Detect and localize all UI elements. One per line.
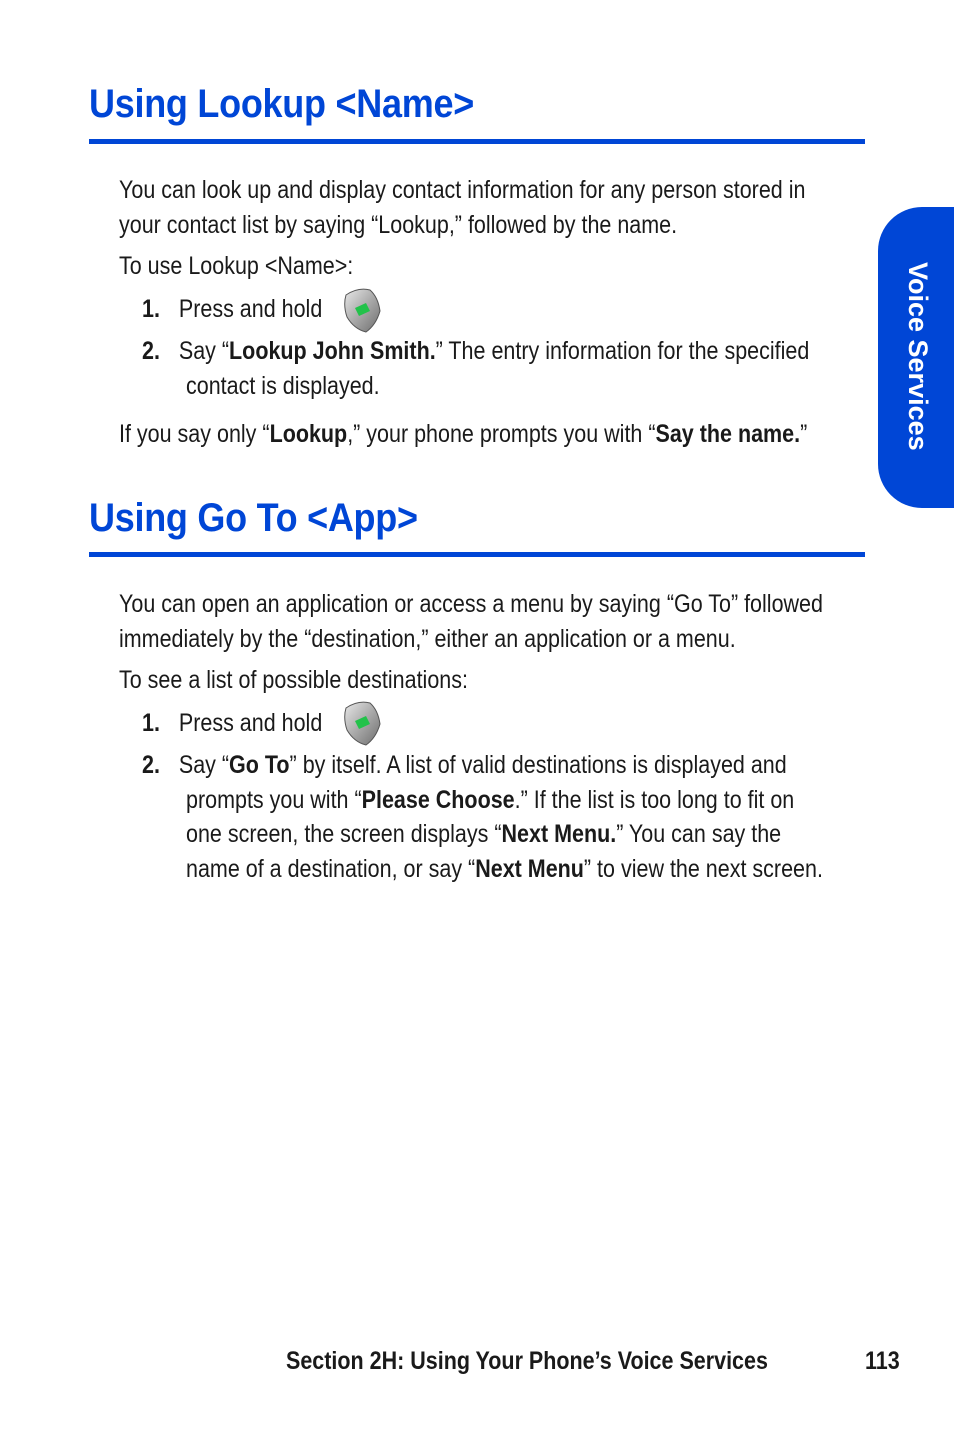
voice-command: Lookup: [269, 420, 348, 448]
step-1: [142, 706, 373, 741]
voice-prompt: Next Menu.: [501, 820, 617, 848]
step-2: 2. Say “Lookup John Smith.” The entry information for the specified: [142, 337, 810, 365]
voice-prompt: Please Choose: [361, 786, 515, 814]
step-text: Press and hold: [178, 709, 323, 737]
subheading: To use Lookup <Name>:: [119, 252, 354, 280]
section-title-lookup: Using Lookup <Name>: [89, 82, 474, 126]
step-2-continued: name of a destination, or say “Next Menu” to view the next screen.: [186, 855, 823, 883]
step-number: 1.: [142, 295, 160, 323]
intro-text: immediately by the “destination,” either an application or a menu.: [119, 625, 736, 653]
voice-command: Lookup John Smith.: [229, 337, 436, 365]
note-text: If you say only “Lookup,” your phone prompts you with “Say the name.”: [119, 420, 808, 448]
step-2-continued: contact is displayed.: [186, 372, 380, 400]
side-tab-label: Voice Services: [903, 262, 933, 451]
talk-key-icon: [340, 287, 382, 333]
talk-key-icon: [340, 700, 382, 746]
voice-command: Next Menu: [475, 855, 584, 883]
step-2: 2. Say “Go To” by itself. A list of valid destinations is displayed and: [142, 751, 787, 779]
intro-text: your contact list by saying “Lookup,” followed by the name.: [119, 211, 678, 239]
step-number: 2.: [142, 751, 160, 779]
voice-prompt: Say the name.: [655, 420, 801, 448]
intro-text: You can look up and display contact information for any person stored in: [119, 176, 806, 204]
step-number: 2.: [142, 337, 160, 365]
step-number: 1.: [142, 709, 160, 737]
section-rule: [89, 552, 865, 557]
intro-text: You can open an application or access a menu by saying “Go To” followed: [119, 590, 823, 618]
subheading: To see a list of possible destinations:: [119, 666, 468, 694]
section-title-goto: Using Go To <App>: [89, 496, 418, 540]
step-1: [142, 292, 373, 327]
footer-section-title: Section 2H: Using Your Phone’s Voice Services: [286, 1347, 768, 1375]
page-number: 113: [865, 1347, 900, 1375]
section-rule: [89, 139, 865, 144]
step-text: Press and hold: [178, 295, 323, 323]
step-2-continued: one screen, the screen displays “Next Menu.” You can say the: [186, 820, 782, 848]
voice-command: Go To: [229, 751, 290, 779]
step-2-continued: prompts you with “Please Choose.” If the list is too long to fit on: [186, 786, 795, 814]
